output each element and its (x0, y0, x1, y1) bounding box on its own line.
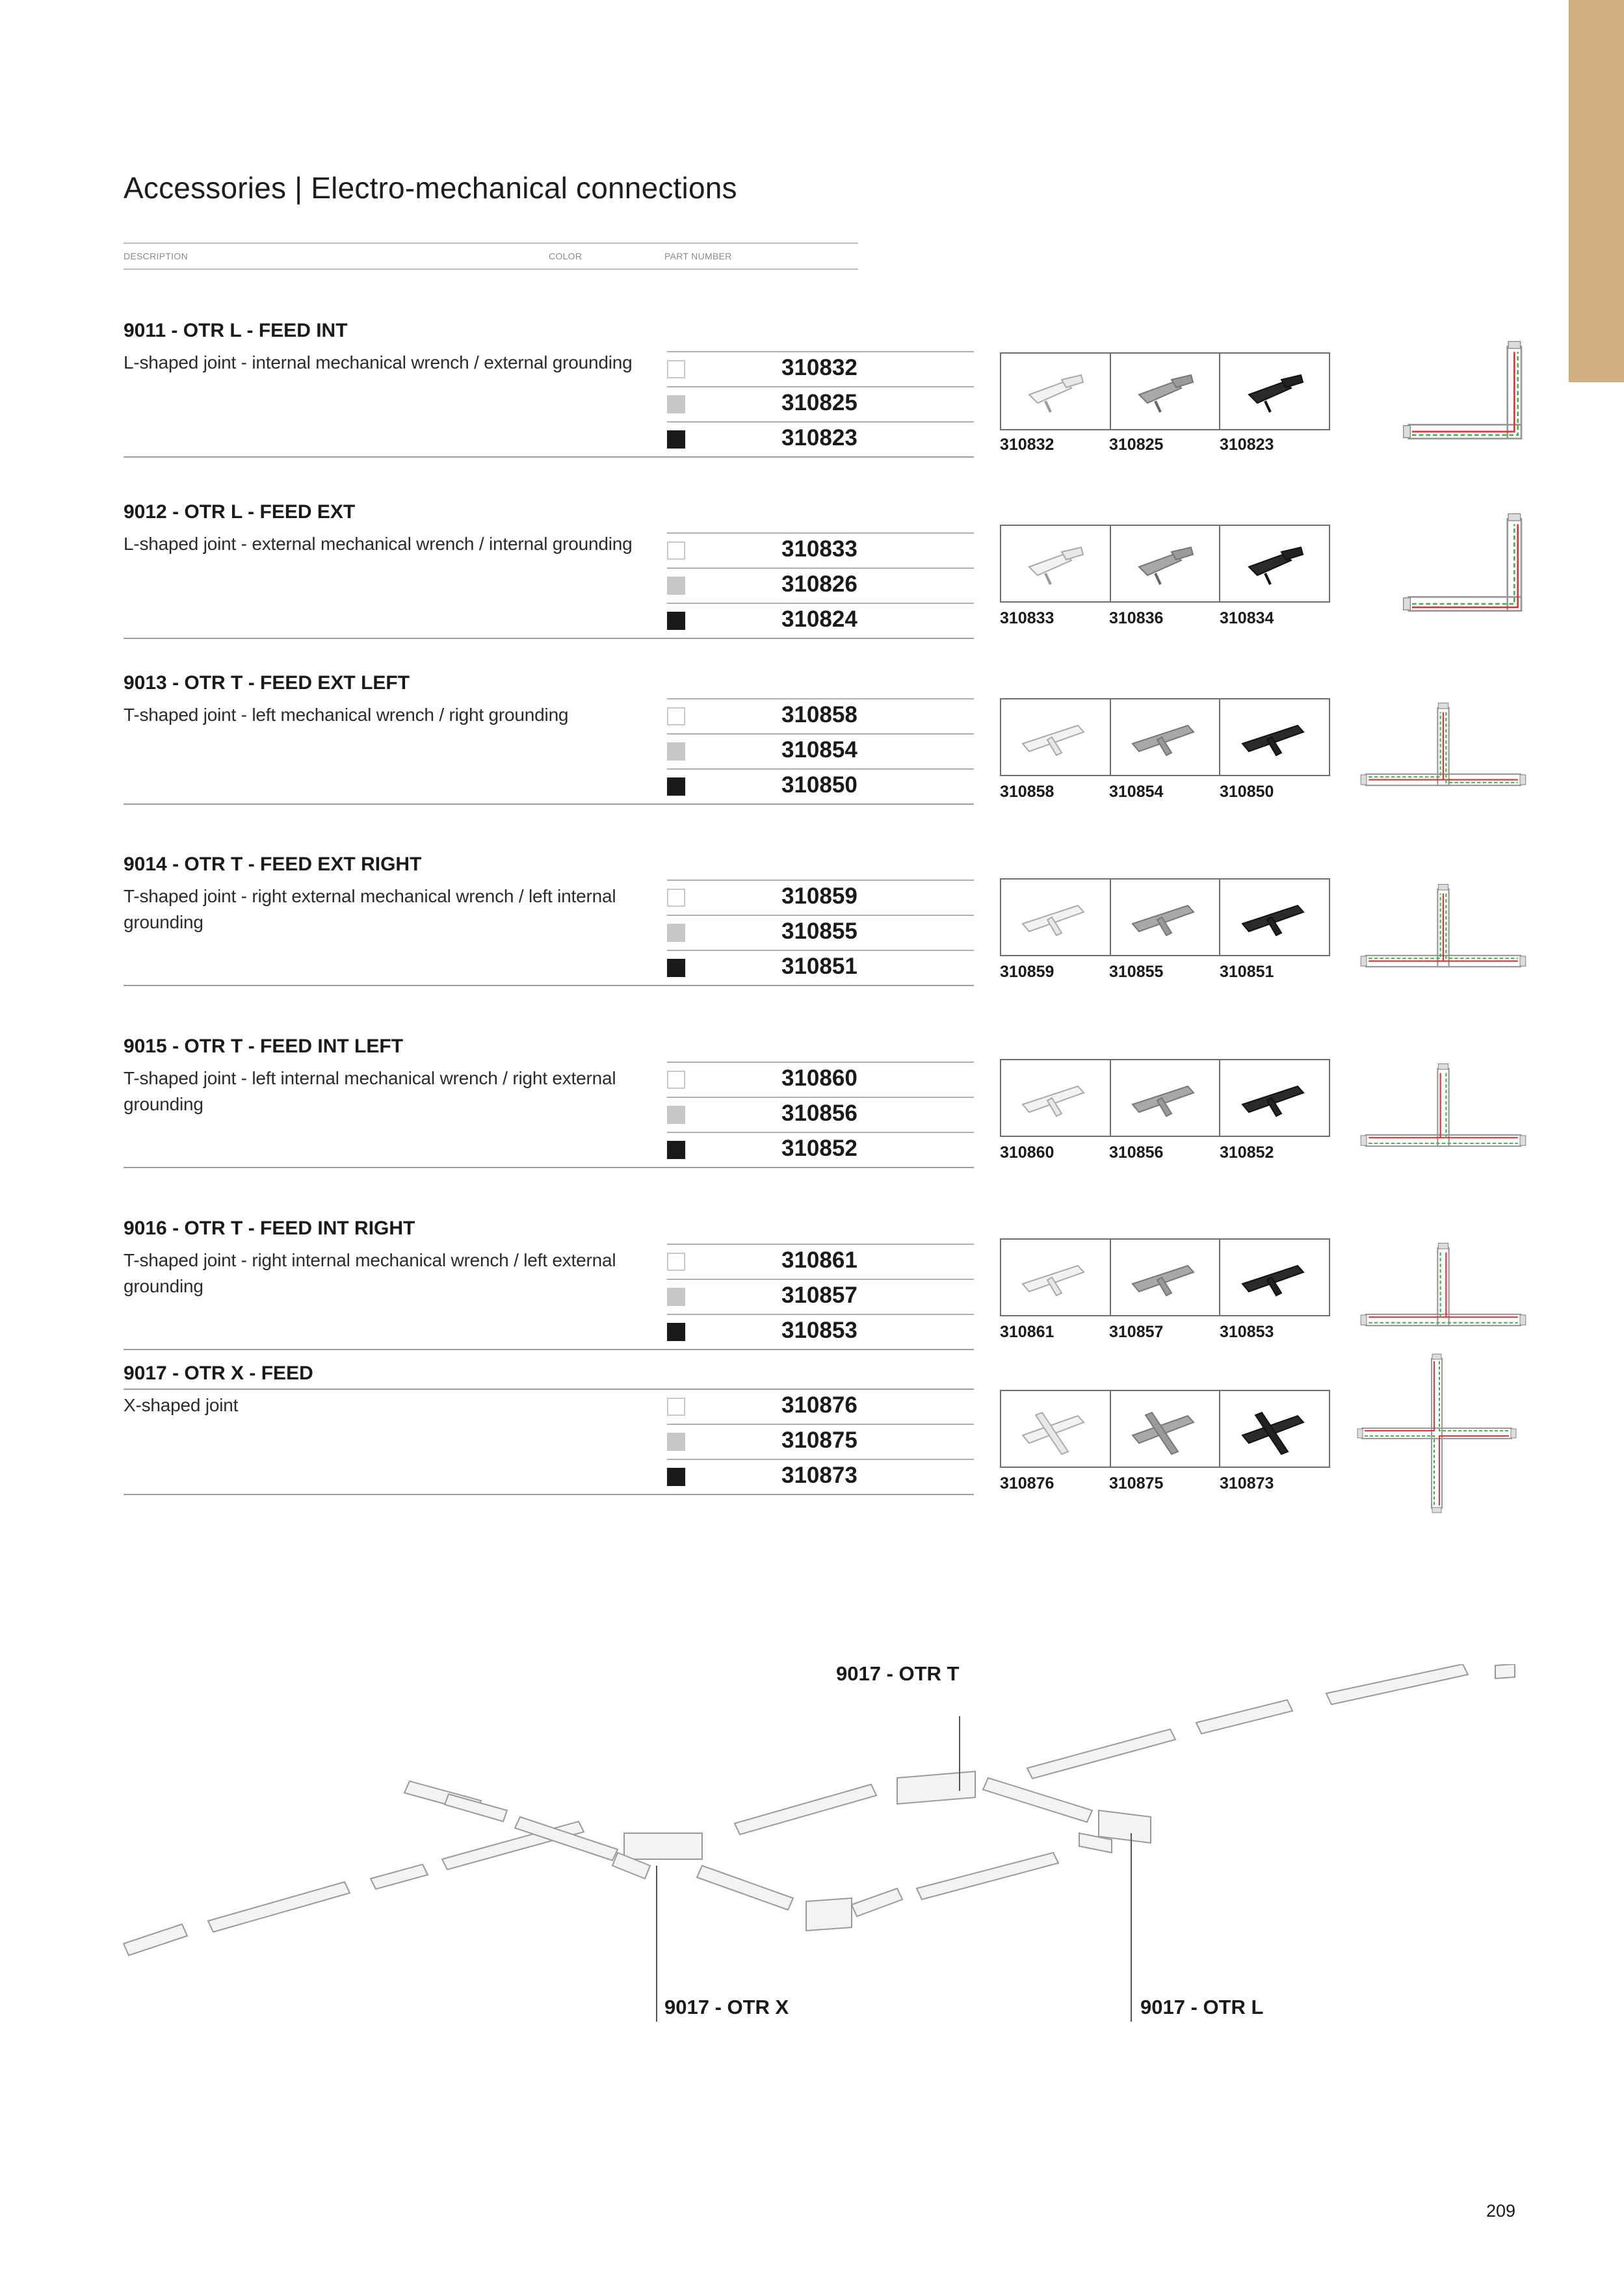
part-number: 310824 (781, 607, 858, 632)
part-row (667, 1314, 974, 1348)
product-section (124, 501, 1541, 657)
photo-caption: 310853 (1220, 1323, 1274, 1341)
part-number: 310875 (781, 1428, 858, 1453)
t-joint-diagram-icon (1359, 1046, 1528, 1176)
photo-caption: 310825 (1109, 436, 1164, 454)
part-number: 310825 (781, 390, 858, 415)
section-description: L-shaped joint - internal mechanical wrench / external grounding (124, 352, 633, 372)
photo-caption: 310855 (1109, 963, 1164, 981)
product-section (124, 1363, 1541, 1519)
part-row (667, 1062, 974, 1095)
section-description: T-shaped joint - left internal mechanical wrench / right external grounding (124, 1068, 616, 1114)
white-swatch (667, 1253, 685, 1271)
x-joint-diagram-icon (1356, 1352, 1518, 1515)
section-title: 9014 - OTR T - FEED EXT RIGHT (124, 854, 422, 875)
black-swatch (667, 1323, 685, 1341)
grey-swatch (667, 1106, 685, 1124)
photo-caption: 310856 (1109, 1143, 1164, 1162)
l-joint-grey-photo (1129, 365, 1201, 417)
part-number: 310854 (781, 737, 858, 763)
part-number: 310859 (781, 883, 858, 909)
photo-caption: 310851 (1220, 963, 1274, 981)
product-photos (1000, 1238, 1330, 1316)
assembly-label-x: 9017 - OTR X (664, 1996, 789, 2018)
l-joint-white-photo (1019, 538, 1091, 590)
product-photos (1000, 352, 1330, 430)
t-joint-white-photo (1016, 1072, 1094, 1124)
part-number: 310873 (781, 1463, 858, 1488)
grey-swatch (667, 395, 685, 413)
product-photos (1000, 525, 1330, 603)
black-swatch (667, 1468, 685, 1486)
photo-caption: 310861 (1000, 1323, 1054, 1341)
black-swatch (667, 612, 685, 630)
part-row (667, 698, 974, 732)
photo-caption: 310823 (1220, 436, 1274, 454)
white-swatch (667, 889, 685, 907)
t-joint-white-photo (1016, 1251, 1094, 1303)
section-title: 9013 - OTR T - FEED EXT LEFT (124, 672, 410, 694)
l-joint-black-photo (1239, 365, 1311, 417)
x-joint-white-photo (1016, 1400, 1094, 1458)
part-number: 310858 (781, 702, 858, 727)
x-joint-grey-photo (1126, 1400, 1204, 1458)
t-joint-grey-photo (1126, 1251, 1204, 1303)
section-description: T-shaped joint - left mechanical wrench / right grounding (124, 705, 569, 725)
product-section (124, 1036, 1541, 1192)
part-number: 310823 (781, 425, 858, 450)
header-part-number: PART NUMBER (664, 251, 732, 261)
photo-caption: 310833 (1000, 609, 1054, 627)
product-section (124, 320, 1541, 476)
t-joint-diagram-icon (1359, 1225, 1528, 1355)
t-joint-black-photo (1236, 711, 1314, 763)
product-photos (1000, 1390, 1330, 1468)
grey-swatch (667, 1288, 685, 1306)
t-joint-diagram-icon (1359, 685, 1528, 815)
t-joint-diagram-icon (1359, 867, 1528, 997)
section-description: L-shaped joint - external mechanical wrench / internal grounding (124, 534, 633, 554)
black-swatch (667, 430, 685, 449)
white-swatch (667, 541, 685, 560)
part-number: 310853 (781, 1318, 858, 1343)
assembly-label-l: 9017 - OTR L (1140, 1996, 1264, 2018)
grey-swatch (667, 924, 685, 942)
l-joint-diagram-icon (1385, 510, 1554, 640)
part-row (667, 351, 974, 385)
t-joint-white-photo (1016, 891, 1094, 943)
part-number: 310856 (781, 1101, 858, 1126)
product-photos (1000, 1059, 1330, 1137)
table-header (124, 242, 858, 270)
photo-caption: 310860 (1000, 1143, 1054, 1162)
t-joint-black-photo (1236, 891, 1314, 943)
part-row (667, 1244, 974, 1277)
photo-caption: 310836 (1109, 609, 1164, 627)
l-joint-white-photo (1019, 365, 1091, 417)
part-number: 310826 (781, 571, 858, 597)
part-number: 310850 (781, 772, 858, 798)
photo-caption: 310876 (1000, 1474, 1054, 1493)
t-joint-black-photo (1236, 1072, 1314, 1124)
part-number: 310851 (781, 954, 858, 979)
grey-swatch (667, 577, 685, 595)
photo-caption: 310857 (1109, 1323, 1164, 1341)
page-number: 209 (1486, 2201, 1516, 2221)
t-joint-white-photo (1016, 711, 1094, 763)
product-photos (1000, 878, 1330, 956)
part-row (667, 1424, 974, 1457)
section-color-tab (1569, 0, 1624, 382)
product-section (124, 1218, 1541, 1374)
page-title: Accessories | Electro-mechanical connections (124, 171, 737, 205)
section-description: X-shaped joint (124, 1395, 239, 1415)
t-joint-grey-photo (1126, 1072, 1204, 1124)
part-row (667, 386, 974, 420)
part-row (667, 880, 974, 913)
part-row (667, 1097, 974, 1130)
l-joint-grey-photo (1129, 538, 1201, 590)
l-joint-black-photo (1239, 538, 1311, 590)
part-number: 310860 (781, 1065, 858, 1091)
part-row (667, 1279, 974, 1312)
white-swatch (667, 707, 685, 725)
grey-swatch (667, 1433, 685, 1451)
part-row (667, 950, 974, 984)
product-section (124, 854, 1541, 1010)
t-joint-grey-photo (1126, 891, 1204, 943)
t-joint-black-photo (1236, 1251, 1314, 1303)
black-swatch (667, 777, 685, 796)
assembly-label-t: 9017 - OTR T (836, 1662, 960, 1685)
photo-caption: 310854 (1109, 783, 1164, 801)
part-row (667, 768, 974, 802)
section-title: 9017 - OTR X - FEED (124, 1363, 313, 1384)
grey-swatch (667, 742, 685, 761)
white-swatch (667, 360, 685, 378)
black-swatch (667, 1141, 685, 1159)
part-row (667, 733, 974, 767)
t-joint-grey-photo (1126, 711, 1204, 763)
section-title: 9015 - OTR T - FEED INT LEFT (124, 1036, 404, 1057)
part-number: 310857 (781, 1283, 858, 1308)
photo-caption: 310852 (1220, 1143, 1274, 1162)
section-title: 9016 - OTR T - FEED INT RIGHT (124, 1218, 415, 1239)
product-section (124, 672, 1541, 828)
part-row (667, 1132, 974, 1166)
part-row (667, 567, 974, 601)
photo-caption: 310875 (1109, 1474, 1164, 1493)
white-swatch (667, 1398, 685, 1416)
photo-caption: 310859 (1000, 963, 1054, 981)
l-joint-diagram-icon (1385, 338, 1554, 468)
part-number: 310861 (781, 1247, 858, 1273)
photo-caption: 310832 (1000, 436, 1054, 454)
section-title: 9011 - OTR L - FEED INT (124, 320, 348, 341)
track-assembly-illustration (117, 1664, 1521, 2028)
part-number: 310833 (781, 536, 858, 562)
header-description: DESCRIPTION (124, 251, 188, 261)
part-row (667, 1459, 974, 1493)
part-row (667, 1389, 974, 1422)
part-number: 310855 (781, 919, 858, 944)
part-row (667, 603, 974, 636)
header-color: COLOR (549, 251, 583, 261)
section-title: 9012 - OTR L - FEED EXT (124, 501, 356, 523)
photo-caption: 310873 (1220, 1474, 1274, 1493)
part-number: 310832 (781, 355, 858, 380)
section-description: T-shaped joint - right external mechanical wrench / left internal grounding (124, 886, 616, 932)
section-description: T-shaped joint - right internal mechanical wrench / left external grounding (124, 1250, 616, 1296)
photo-caption: 310858 (1000, 783, 1054, 801)
part-row (667, 532, 974, 566)
part-number: 310876 (781, 1392, 858, 1418)
white-swatch (667, 1071, 685, 1089)
product-photos (1000, 698, 1330, 776)
part-row (667, 915, 974, 948)
black-swatch (667, 959, 685, 977)
photo-caption: 310850 (1220, 783, 1274, 801)
photo-caption: 310834 (1220, 609, 1274, 627)
part-number: 310852 (781, 1136, 858, 1161)
part-row (667, 421, 974, 455)
x-joint-black-photo (1236, 1400, 1314, 1458)
